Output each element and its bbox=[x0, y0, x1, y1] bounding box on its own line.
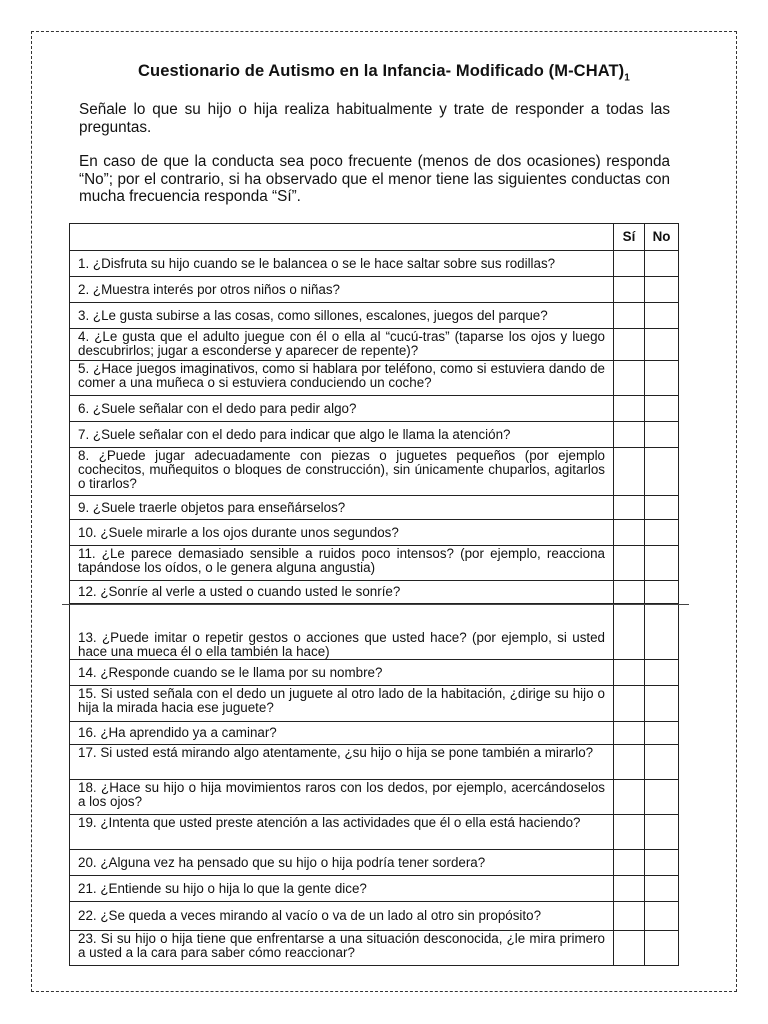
table-header-row bbox=[70, 224, 679, 251]
answer-yes-cell[interactable] bbox=[614, 251, 645, 277]
answer-yes-cell[interactable] bbox=[614, 745, 645, 780]
header-no: No bbox=[645, 224, 679, 251]
question-text: 3. ¿Le gusta subirse a las cosas, como sillones, escalones, juegos del parque? bbox=[70, 303, 614, 329]
answer-no-cell[interactable] bbox=[645, 850, 679, 876]
question-text: 10. ¿Suele mirarle a los ojos durante unos segundos? bbox=[70, 520, 614, 546]
question-text: 17. Si usted está mirando algo atentamente, ¿su hijo o hija se pone también a mirarlo? bbox=[70, 745, 614, 780]
question-text: 15. Si usted señala con el dedo un juguete al otro lado de la habitación, ¿dirige su hijo o hija la mirada hacia ese juguete? bbox=[70, 686, 614, 722]
answer-yes-cell[interactable] bbox=[614, 722, 645, 745]
question-text: 6. ¿Suele señalar con el dedo para pedir algo? bbox=[70, 396, 614, 422]
questionnaire-table bbox=[69, 223, 679, 966]
question-text: 18. ¿Hace su hijo o hija movimientos raros con los dedos, por ejemplo, acercándoselos a los ojos? bbox=[70, 780, 614, 815]
question-row bbox=[70, 745, 679, 780]
answer-no-cell[interactable] bbox=[645, 303, 679, 329]
title-footnote-marker: 1 bbox=[624, 72, 630, 84]
page-break-line bbox=[62, 604, 689, 605]
question-row bbox=[70, 277, 679, 303]
answer-yes-cell[interactable] bbox=[614, 277, 645, 303]
question-text: 22. ¿Se queda a veces mirando al vacío o va de un lado al otro sin propósito? bbox=[70, 902, 614, 931]
answer-no-cell[interactable] bbox=[645, 745, 679, 780]
question-text: 13. ¿Puede imitar o repetir gestos o acciones que usted hace? (por ejemplo, si usted hace una mueca él o ella también la hace) bbox=[70, 604, 614, 660]
answer-yes-cell[interactable] bbox=[614, 780, 645, 815]
answer-yes-cell[interactable] bbox=[614, 496, 645, 520]
title-text: Cuestionario de Autismo en la Infancia- Modificado (M-CHAT) bbox=[138, 62, 625, 80]
answer-yes-cell[interactable] bbox=[614, 902, 645, 931]
answer-no-cell[interactable] bbox=[645, 329, 679, 361]
question-text: 2. ¿Muestra interés por otros niños o niñas? bbox=[70, 277, 614, 303]
answer-no-cell[interactable] bbox=[645, 931, 679, 966]
question-row bbox=[70, 660, 679, 686]
question-text: 19. ¿Intenta que usted preste atención a las actividades que él o ella está haciendo? bbox=[70, 815, 614, 850]
question-row bbox=[70, 902, 679, 931]
question-row bbox=[70, 876, 679, 902]
answer-no-cell[interactable] bbox=[645, 660, 679, 686]
answer-yes-cell[interactable] bbox=[614, 448, 645, 496]
answer-no-cell[interactable] bbox=[645, 581, 679, 604]
answer-yes-cell[interactable] bbox=[614, 660, 645, 686]
question-text: 4. ¿Le gusta que el adulto juegue con él o ella al “cucú-tras” (taparse los ojos y luego descubrirlos; jugar a esconderse y aparecer de repente)? bbox=[70, 329, 614, 361]
question-rows bbox=[70, 251, 679, 966]
answer-yes-cell[interactable] bbox=[614, 396, 645, 422]
question-text: 12. ¿Sonríe al verle a usted o cuando usted le sonríe? bbox=[70, 581, 614, 604]
answer-yes-cell[interactable] bbox=[614, 546, 645, 581]
answer-yes-cell[interactable] bbox=[614, 876, 645, 902]
answer-no-cell[interactable] bbox=[645, 277, 679, 303]
answer-no-cell[interactable] bbox=[645, 722, 679, 745]
question-row bbox=[70, 780, 679, 815]
answer-yes-cell[interactable] bbox=[614, 815, 645, 850]
question-row bbox=[70, 361, 679, 396]
answer-yes-cell[interactable] bbox=[614, 604, 645, 660]
question-row bbox=[70, 931, 679, 966]
question-row bbox=[70, 581, 679, 604]
question-row bbox=[70, 604, 679, 660]
question-text: 16. ¿Ha aprendido ya a caminar? bbox=[70, 722, 614, 745]
question-row bbox=[70, 396, 679, 422]
answer-no-cell[interactable] bbox=[645, 546, 679, 581]
question-row bbox=[70, 251, 679, 277]
answer-yes-cell[interactable] bbox=[614, 581, 645, 604]
question-row bbox=[70, 520, 679, 546]
question-row bbox=[70, 329, 679, 361]
question-row bbox=[70, 850, 679, 876]
question-text: 5. ¿Hace juegos imaginativos, como si hablara por teléfono, como si estuviera dando de comer a una muñeca o si estuviera conduciendo un coche? bbox=[70, 361, 614, 396]
answer-no-cell[interactable] bbox=[645, 361, 679, 396]
question-text: 14. ¿Responde cuando se le llama por su nombre? bbox=[70, 660, 614, 686]
question-text: 21. ¿Entiende su hijo o hija lo que la gente dice? bbox=[70, 876, 614, 902]
answer-no-cell[interactable] bbox=[645, 815, 679, 850]
answer-yes-cell[interactable] bbox=[614, 850, 645, 876]
answer-no-cell[interactable] bbox=[645, 396, 679, 422]
answer-no-cell[interactable] bbox=[645, 520, 679, 546]
answer-no-cell[interactable] bbox=[645, 876, 679, 902]
question-row bbox=[70, 722, 679, 745]
document-title bbox=[0, 62, 768, 83]
header-yes: Sí bbox=[614, 224, 645, 251]
answer-no-cell[interactable] bbox=[645, 604, 679, 660]
answer-no-cell[interactable] bbox=[645, 902, 679, 931]
answer-yes-cell[interactable] bbox=[614, 520, 645, 546]
answer-yes-cell[interactable] bbox=[614, 303, 645, 329]
question-row bbox=[70, 496, 679, 520]
question-row bbox=[70, 686, 679, 722]
question-text: 7. ¿Suele señalar con el dedo para indicar que algo le llama la atención? bbox=[70, 422, 614, 448]
answer-yes-cell[interactable] bbox=[614, 686, 645, 722]
question-text: 1. ¿Disfruta su hijo cuando se le balancea o se le hace saltar sobre sus rodillas? bbox=[70, 251, 614, 277]
question-text: 11. ¿Le parece demasiado sensible a ruidos poco intensos? (por ejemplo, reacciona tapándose los oídos, o le genera alguna angustia) bbox=[70, 546, 614, 581]
answer-yes-cell[interactable] bbox=[614, 422, 645, 448]
answer-yes-cell[interactable] bbox=[614, 329, 645, 361]
question-row bbox=[70, 422, 679, 448]
question-row bbox=[70, 448, 679, 496]
instructions-paragraph-1: Señale lo que su hijo o hija realiza habitualmente y trate de responder a todas las preguntas. bbox=[79, 101, 670, 136]
answer-no-cell[interactable] bbox=[645, 422, 679, 448]
question-text: 23. Si su hijo o hija tiene que enfrentarse a una situación desconocida, ¿le mira primero a usted a la cara para saber cómo reaccionar? bbox=[70, 931, 614, 966]
answer-no-cell[interactable] bbox=[645, 251, 679, 277]
question-text: 9. ¿Suele traerle objetos para enseñárselos? bbox=[70, 496, 614, 520]
answer-no-cell[interactable] bbox=[645, 448, 679, 496]
question-text: 8. ¿Puede jugar adecuadamente con piezas o juguetes pequeños (por ejemplo cochecitos, muñequitos o bloques de construcción), sin únicamente chuparlos, agitarlos o tirarlos? bbox=[70, 448, 614, 496]
question-row bbox=[70, 546, 679, 581]
answer-yes-cell[interactable] bbox=[614, 931, 645, 966]
answer-no-cell[interactable] bbox=[645, 780, 679, 815]
question-row bbox=[70, 815, 679, 850]
question-text: 20. ¿Alguna vez ha pensado que su hijo o hija podría tener sordera? bbox=[70, 850, 614, 876]
question-row bbox=[70, 303, 679, 329]
answer-no-cell[interactable] bbox=[645, 686, 679, 722]
header-question bbox=[70, 224, 614, 251]
instructions-paragraph-2: En caso de que la conducta sea poco frecuente (menos de dos ocasiones) responda “No”; por el contrario, si ha observado que el menor tiene las siguientes conductas con mucha frecuencia responda “Sí”. bbox=[79, 153, 670, 205]
answer-no-cell[interactable] bbox=[645, 496, 679, 520]
answer-yes-cell[interactable] bbox=[614, 361, 645, 396]
